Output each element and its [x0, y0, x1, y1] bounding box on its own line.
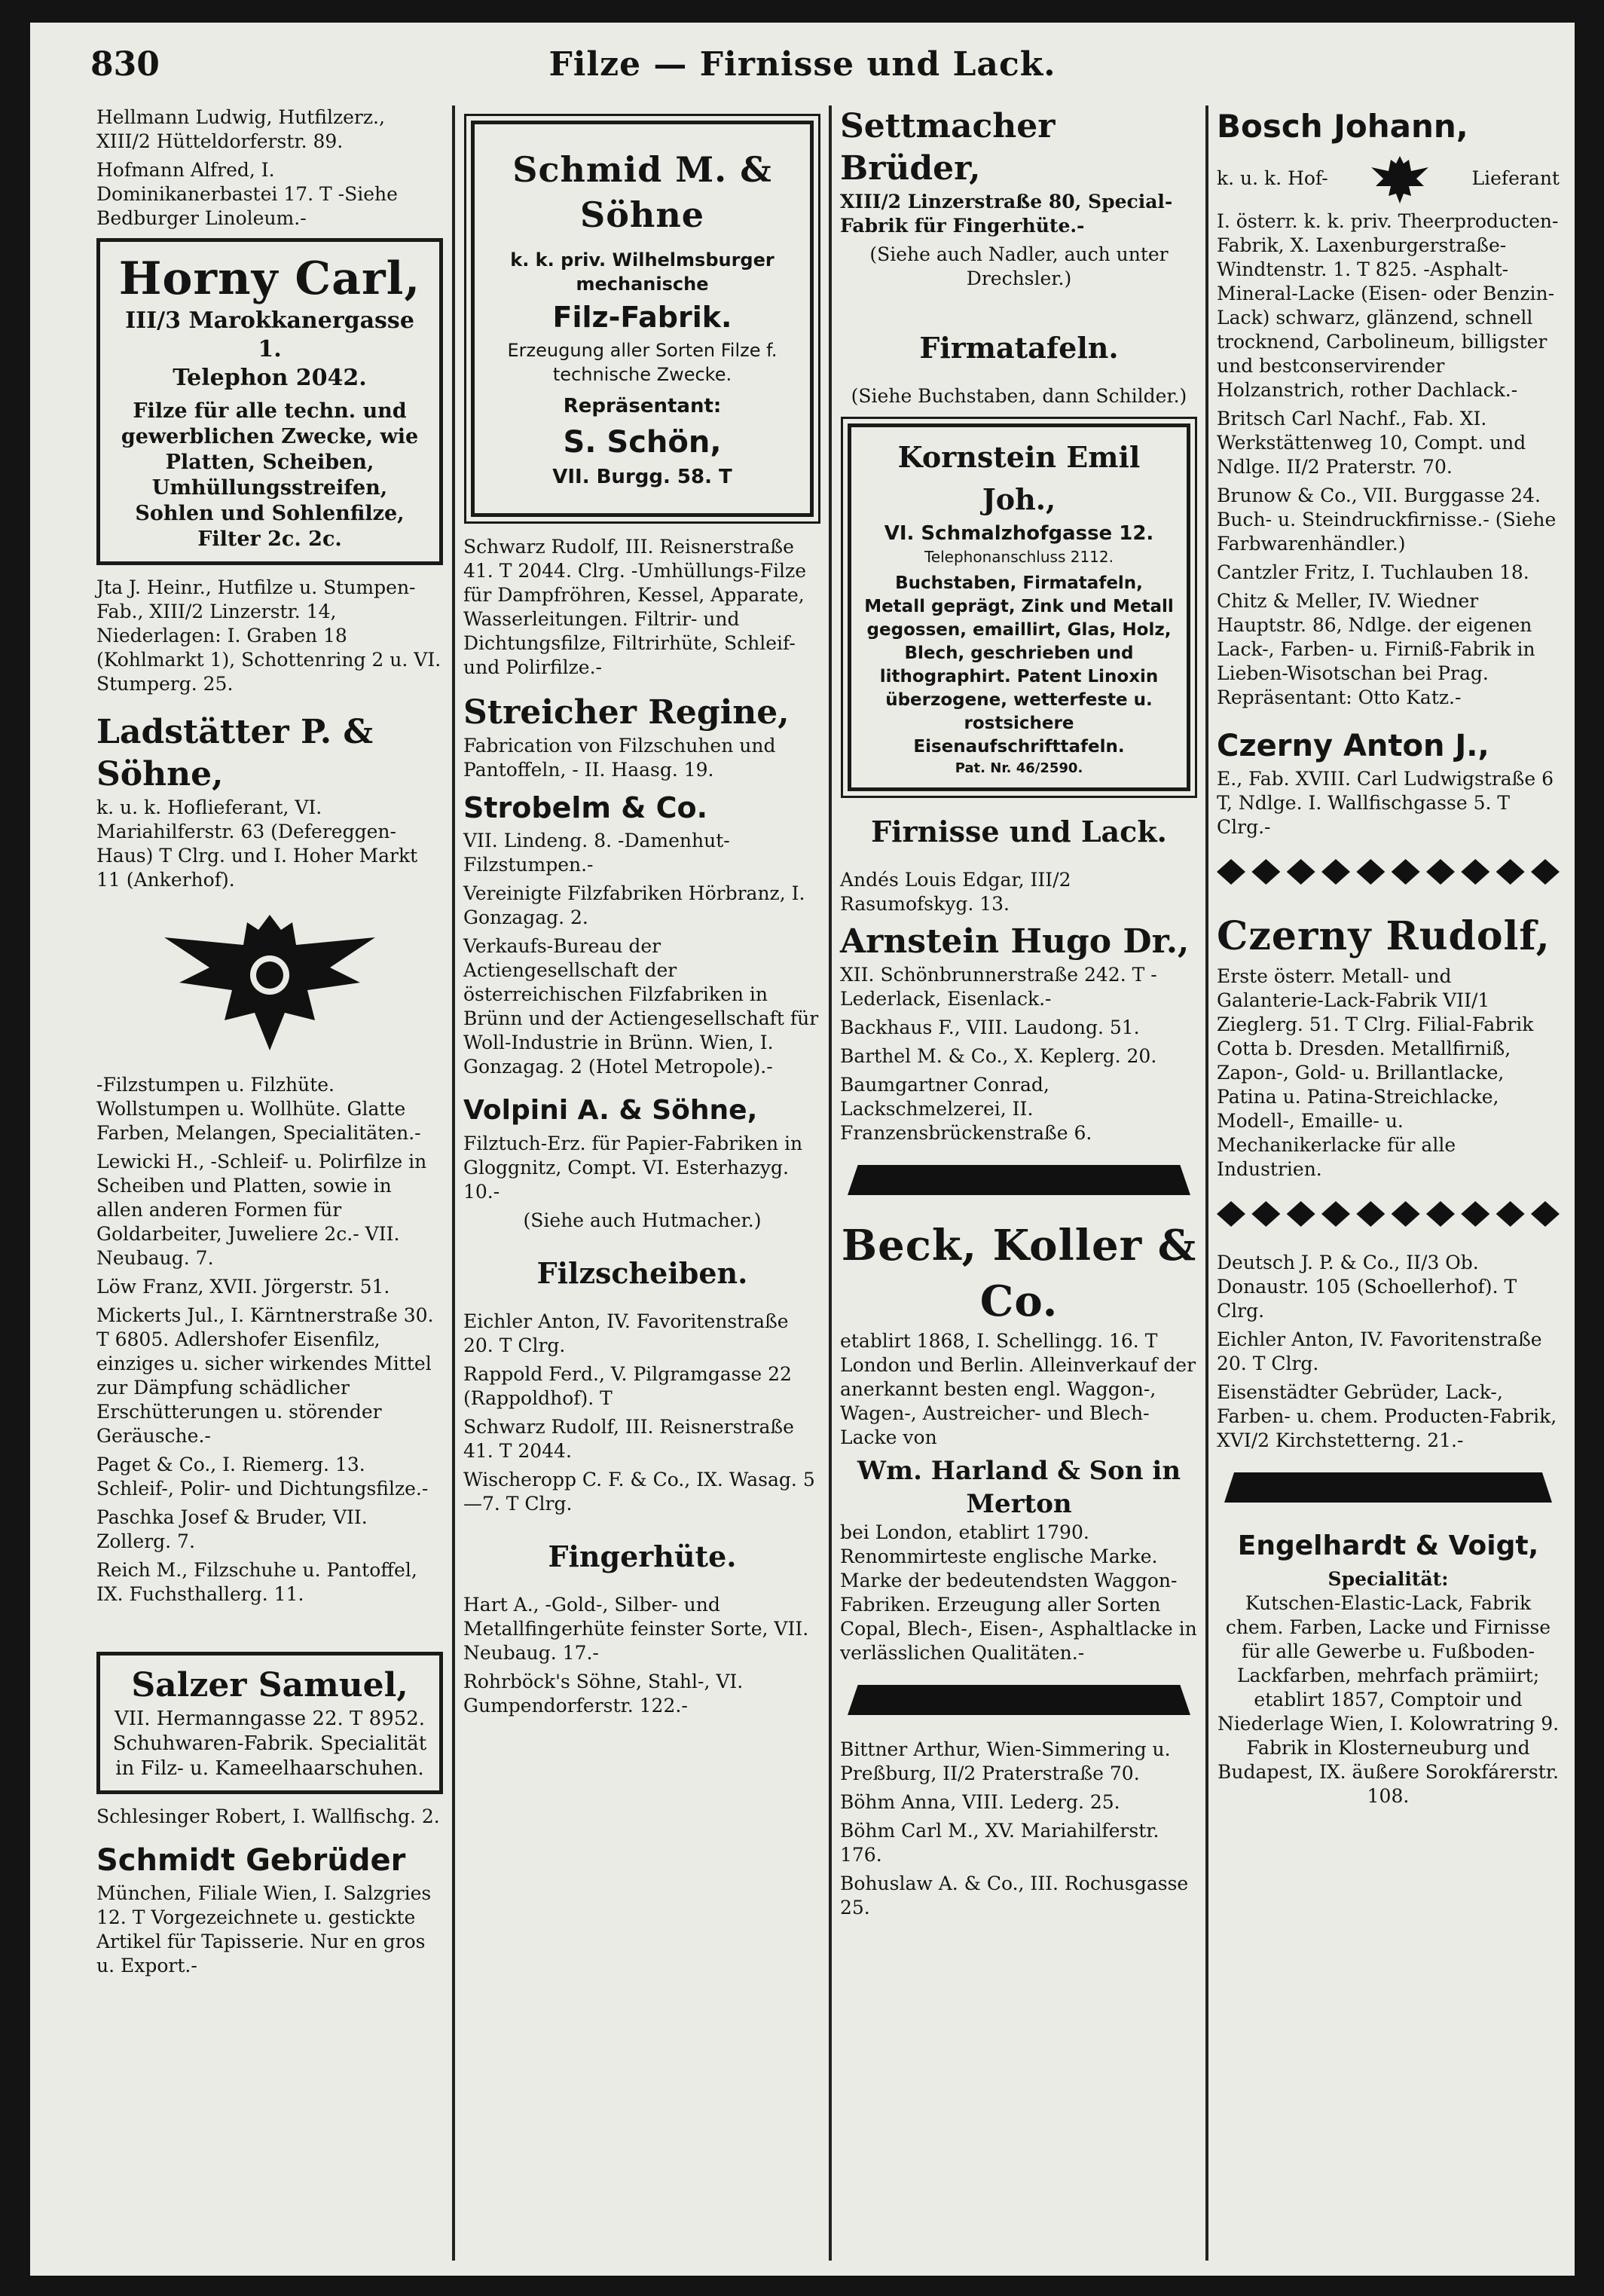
ad-title: Schmid M. & Söhne [512, 149, 772, 235]
listing-entry: Andés Louis Edgar, III/2 Rasumofskyg. 13. [840, 869, 1071, 915]
listing-entry: Backhaus F., VIII. Laudong. 51. [840, 1017, 1140, 1038]
running-title: Filze — Firnisse und Lack. [548, 45, 1056, 84]
see-also: (Siehe auch Nadler, auch unter Drechsler.) [869, 243, 1169, 289]
page-header [30, 45, 1575, 98]
section-heading: Filzscheiben. [536, 1256, 748, 1290]
listing-entry: Eichler Anton, IV. Favoritenstraße 20. T Clrg. [463, 1310, 789, 1356]
czerny-anton-heading: Czerny Anton J., [1217, 729, 1489, 763]
double-eagle-icon [1370, 152, 1430, 205]
listing-entry: Cantzler Fritz, I. Tuchlauben 18. [1217, 561, 1529, 583]
listing-entry: Erste österr. Metall- und Galanterie-Lack-Fabrik VII/1 Zieglerg. 51. T Clrg. Filial-Fabrik Cotta b. Dresden. Metallfirniß, Zapon-, Gold- u. Brillantlacke, Patina u. Patina-Streichlacke, Modell-, Emaille- u. Mechanikerlacke für alle Industrien. [1217, 965, 1534, 1180]
listing-entry: Schwarz Rudolf, III. Reisnerstraße 41. T 2044. [463, 1416, 794, 1462]
ad-line: VII. Burgg. 58. T [552, 466, 732, 488]
speciality-label: Specialität: [1328, 1568, 1449, 1590]
listing-entry: Wischeropp C. F. & Co., IX. Wasag. 5—7. T Clrg. [463, 1469, 815, 1515]
listing-entry: Schwarz Rudolf, III. Reisnerstraße 41. T 2044. Clrg. -Umhüllungs-Filze für Dampfröhren, Kessel, Apparate, Wasserleitungen. Filtrir- und Dichtungsfilze, Filtrirhüte, Schleif- und Polirfilze.- [463, 536, 807, 678]
listing-entry: Bittner Arthur, Wien-Simmering u. Preßburg, II/2 Praterstraße 70. [840, 1738, 1171, 1784]
ad-telephone: Telephon 2042. [173, 365, 367, 391]
listing-entry: Deutsch J. P. & Co., II/3 Ob. Donaustr. 105 (Schoellerhof). T Clrg. [1217, 1252, 1517, 1322]
listing-entry: Kutschen-Elastic-Lack, Fabrik chem. Farben, Lacke und Firnisse für alle Gewerbe u. Fußboden-Lackfarben, mehrfach prämiirt; etablirt 1857, Comptoir und Niederlage Wien, I. Kolowratring 9. Fabrik in Klosterneuburg und Budapest, IX. äußere Sorokfárerstr. 108. [1217, 1592, 1560, 1807]
settmacher-heading: Settmacher Brüder, [840, 107, 1056, 188]
ornament-row [1217, 859, 1560, 889]
listing-entry: Hart A., -Gold-, Silber- und Metallfingerhüte feinster Sorte, VII. Neubaug. 17.- [463, 1594, 809, 1664]
section-heading: Fingerhüte. [548, 1539, 737, 1573]
listing-entry: München, Filiale Wien, I. Salzgries 12. T Vorgezeichnete u. gestickte Artikel für Tapisserie. Nur en gros u. Export.- [96, 1882, 432, 1977]
ad-title: Horny Carl, [118, 252, 421, 305]
ad-patent: Pat. Nr. 46/2590. [955, 760, 1083, 776]
listing-entry: Britsch Carl Nachf., Fab. XI. Werkstättenweg 10, Compt. und Ndlge. II/2 Praterstr. 70. [1217, 408, 1526, 478]
listing-entry: Barthel M. & Co., X. Keplerg. 20. [840, 1045, 1157, 1067]
column-rule [1205, 105, 1208, 2261]
listing-entry: Böhm Carl M., XV. Mariahilferstr. 176. [840, 1820, 1159, 1866]
listing-entry: -Filzstumpen u. Filzhüte. Wollstumpen u. Wollhüte. Glatte Farben, Melangen, Specialitäten.- [96, 1074, 421, 1144]
column-2 [463, 105, 821, 1723]
ad-title: Kornstein Emil Joh., [897, 440, 1141, 516]
harland-heading: Wm. Harland & Son in Merton [857, 1456, 1181, 1519]
listing-entry: Filztuch-Erz. für Papier-Fabriken in Gloggnitz, Compt. VI. Esterhazyg. 10.- [463, 1133, 803, 1203]
ad-body: Buchstaben, Firmatafeln, Metall geprägt, Zink und Metall gegossen, emaillirt, Glas, Holz, Blech, geschrieben und lithographirt. Patent Linoxin überzogene, wetterfeste u. rostsichere Eisenaufschrifttafeln. [864, 573, 1174, 757]
salzer-ad [96, 1652, 443, 1794]
horny-ad [96, 238, 443, 565]
ornament-bar [848, 1685, 1190, 1715]
ad-address: VI. Schmalzhofgasse 12. [884, 522, 1154, 545]
ornament-row [1217, 1201, 1560, 1231]
czerny-rudolf-heading: Czerny Rudolf, [1217, 913, 1551, 959]
listing-entry: Löw Franz, XVII. Jörgerstr. 51. [96, 1276, 390, 1298]
ad-line: k. k. priv. Wilhelmsburger mechanische [510, 249, 775, 295]
listing-entry: Reich M., Filzschuhe u. Pantoffel, IX. Fuchsthallerg. 11. [96, 1559, 417, 1605]
ad-body: VII. Hermanngasse 22. T 8952. Schuhwaren-Fabrik. Specialität in Filz- u. Kameelhaarschuhen. [112, 1707, 427, 1780]
listing-entry: Schlesinger Robert, I. Wallfischg. 2. [96, 1805, 440, 1827]
listing-entry: Bohuslaw A. & Co., III. Rochusgasse 25. [840, 1873, 1189, 1918]
listing-entry: Böhm Anna, VIII. Lederg. 25. [840, 1791, 1120, 1813]
schmidt-gebr-heading: Schmidt Gebrüder [96, 1843, 406, 1878]
ladstaetter-heading: Ladstätter P. & Söhne, [96, 713, 374, 793]
listing-entry: Chitz & Meller, IV. Wiedner Hauptstr. 86, Ndlge. der eigenen Lack-, Farben- u. Firniß-Fabrik in Lieben-Wisotschan bei Prag. Repräsentant: Otto Katz.- [1217, 590, 1535, 708]
section-heading: Firnisse und Lack. [871, 815, 1167, 848]
listing-entry: Vereinigte Filzfabriken Hörbranz, I. Gonzagag. 2. [463, 882, 805, 928]
ad-line: S. Schön, [563, 425, 722, 460]
column-4 [1217, 105, 1560, 1813]
page-number: 830 [90, 45, 160, 84]
lieferant-label: Lieferant [1471, 167, 1560, 189]
see-also: (Siehe auch Hutmacher.) [523, 1209, 762, 1231]
listing-entry: Verkaufs-Bureau der Actiengesellschaft der österreichischen Filzfabriken in Brünn und der Actiengesellschaft für Woll-Industrie in Brünn. Wien, I. Gonzagag. 2 (Hotel Metropole).- [463, 935, 819, 1078]
ad-line: Filz-Fabrik. [552, 301, 732, 334]
streicher-heading: Streicher Regine, [463, 693, 790, 732]
ad-line: Erzeugung aller Sorten Filze f. technische Zwecke. [507, 340, 778, 385]
hof-label: k. u. k. Hof- [1217, 167, 1328, 189]
listing-entry: I. österr. k. k. priv. Theerproducten-Fabrik, X. Laxenburgerstraße-Windtenstr. 1. T 825. -Asphalt-Mineral-Lacke (Eisen- oder Benzin-Lack) schwarz, glänzend, schnell trocknend, Carbolineum, billigster und bestconservirender Holzanstrich, rother Dachlack.- [1217, 210, 1559, 401]
section-heading: Firmatafeln. [919, 331, 1119, 365]
listing-entry: Brunow & Co., VII. Burggasse 24. Buch- u. Steindruckfirnisse.- (Siehe Farbwarenhändler.) [1217, 485, 1557, 555]
listing-entry: Paschka Josef & Bruder, VII. Zollerg. 7. [96, 1506, 368, 1552]
listing-entry: VII. Lindeng. 8. -Damenhut-Filzstumpen.- [463, 830, 730, 876]
column-rule [452, 105, 455, 2261]
arnstein-heading: Arnstein Hugo Dr., [840, 922, 1190, 961]
ad-telephone: Telephonanschluss 2112. [924, 548, 1114, 566]
listing-entry: Mickerts Jul., I. Kärntnerstraße 30. T 6805. Adlershofer Eisenfilz, einziges u. sicher wirkendes Mittel zur Dämpfung schädlicher Erschütterungen u. störender Geräusche.- [96, 1304, 434, 1447]
listing-entry: E., Fab. XVIII. Carl Ludwigstraße 6 T, Ndlge. I. Wallfischgasse 5. T Clrg.- [1217, 768, 1554, 838]
listing-entry: etablirt 1868, I. Schellingg. 16. T London und Berlin. Alleinverkauf der anerkannt besten engl. Waggon-, Wagen-, Austreicher- und Blech-Lacke von [840, 1330, 1196, 1448]
double-eagle-icon [157, 900, 383, 1065]
listing-entry: Lewicki H., -Schleif- u. Polirfilze in Scheiben und Platten, sowie in allen anderen Formen für Goldarbeiter, Juweliere 2c.- VII. Neubaug. 7. [96, 1151, 427, 1269]
column-rule [829, 105, 832, 2261]
ornament-bar [1224, 1472, 1552, 1503]
listing-entry: Hofmann Alfred, I. Dominikanerbastei 17. T -Siehe Bedburger Linoleum.- [96, 159, 398, 229]
listing-entry: Fabrication von Filzschuhen und Pantoffeln, - II. Haasg. 19. [463, 735, 776, 781]
volpini-heading: Volpini A. & Söhne, [463, 1095, 758, 1126]
ad-address: III/3 Marokkanergasse 1. [125, 307, 414, 362]
listing-entry: Hellmann Ludwig, Hutfilzerz., XIII/2 Hütteldorferstr. 89. [96, 106, 385, 152]
listing-entry: Eisenstädter Gebrüder, Lack-, Farben- u. chem. Producten-Fabrik, XVI/2 Kirchstetterng. 21.- [1217, 1381, 1557, 1451]
listing-entry: k. u. k. Hoflieferant, VI. Mariahilferstr. 63 (Defereggen-Haus) T Clrg. und I. Hoher Markt 11 (Ankerhof). [96, 796, 418, 891]
ad-body: Filze für alle techn. und gewerblichen Zwecke, wie Platten, Scheiben, Umhüllungsstreifen, Sohlen und Sohlenfilze, Filter 2c. 2c. [121, 399, 419, 551]
listing-entry: Eichler Anton, IV. Favoritenstraße 20. T Clrg. [1217, 1328, 1542, 1374]
kornstein-ad [848, 423, 1190, 791]
beck-heading: Beck, Koller & Co. [841, 1221, 1197, 1326]
see-also: (Siehe Buchstaben, dann Schilder.) [851, 385, 1187, 407]
listing-entry: Paget & Co., I. Riemerg. 13. Schleif-, Polir- und Dichtungsfilze.- [96, 1454, 429, 1500]
listing-entry: XIII/2 Linzerstraße 80, Special-Fabrik für Fingerhüte.- [840, 191, 1173, 237]
engelhardt-heading: Engelhardt & Voigt, [1237, 1530, 1539, 1561]
listing-entry: XII. Schönbrunnerstraße 242. T -Lederlack, Eisenlack.- [840, 964, 1157, 1010]
listing-entry: Baumgartner Conrad, Lackschmelzerei, II. Franzensbrückenstraße 6. [840, 1074, 1092, 1144]
schmid-ad [471, 121, 814, 517]
ad-line: Repräsentant: [563, 395, 722, 417]
ornament-bar [848, 1165, 1190, 1195]
listing-entry: Rohrböck's Söhne, Stahl-, VI. Gumpendorferstr. 122.- [463, 1671, 744, 1717]
bosch-heading: Bosch Johann, [1217, 108, 1468, 145]
listing-entry: Jta J. Heinr., Hutfilze u. Stumpen-Fab., XIII/2 Linzerstr. 14, Niederlagen: I. Graben 18 (Kohlmarkt 1), Schottenring 2 u. VI. Stumperg. 25. [96, 576, 441, 695]
column-1 [96, 105, 443, 1983]
strobelm-heading: Strobelm & Co. [463, 791, 708, 824]
directory-page [30, 23, 1575, 2276]
ad-title: Salzer Samuel, [131, 1666, 408, 1704]
listing-entry: Rappold Ferd., V. Pilgramgasse 22 (Rappoldhof). T [463, 1363, 792, 1409]
column-3 [840, 105, 1198, 1925]
listing-entry: bei London, etablirt 1790. Renommirteste englische Marke. Marke der bedeutendsten Waggon-Fabriken. Erzeugung aller Sorten Copal, Blech-, Eisen-, Asphaltlacke in verlässlichen Qualitäten.- [840, 1521, 1197, 1664]
